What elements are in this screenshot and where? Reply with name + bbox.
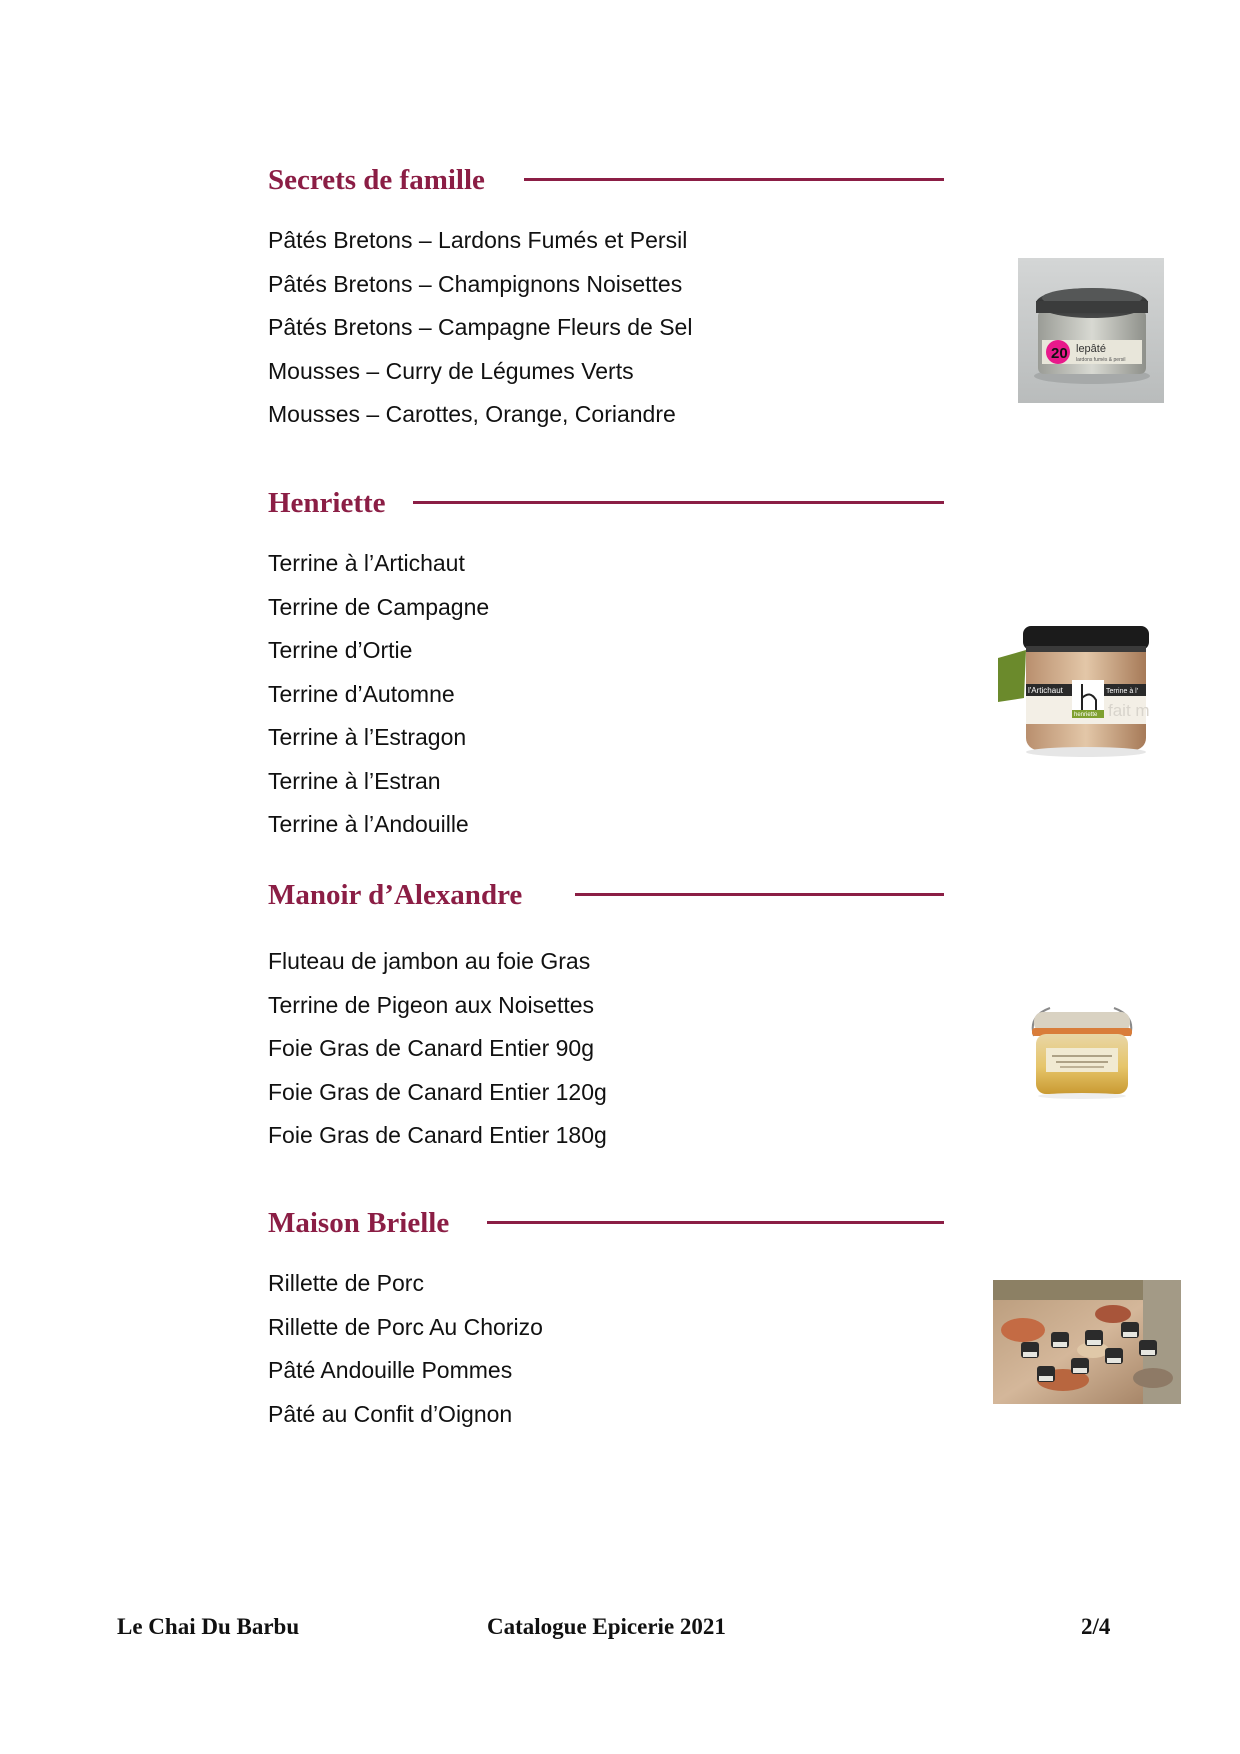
jar-label-right: Terrine à l' (1106, 688, 1139, 695)
jar-label-sub: lardons fumés & persil (1076, 357, 1126, 363)
list-item: Terrine à l’Estran (268, 767, 441, 794)
jar-label-big: fait m (1108, 701, 1150, 720)
list-item: Terrine à l’Andouille (268, 811, 469, 837)
product-list-henriette (268, 542, 489, 847)
list-item: Mousses – Carottes, Orange, Coriandre (268, 401, 676, 427)
section-rule (575, 893, 944, 896)
list-item: Terrine à l’Estragon (268, 724, 467, 750)
list-item: Rillette de Porc (268, 1270, 424, 1296)
footer-page-number: 2/4 (1081, 1614, 1111, 1639)
list-item: Pâtés Bretons – Lardons Fumés et Persil (268, 227, 688, 253)
section-rule (524, 178, 944, 181)
section-title-maison-brielle: Maison Brielle (268, 1207, 450, 1239)
list-item: Fluteau de jambon au foie Gras (268, 948, 591, 974)
footer-catalogue-title: Catalogue Epicerie 2021 (487, 1614, 726, 1639)
section-rule (487, 1221, 944, 1224)
product-image-henriette-jar (996, 620, 1156, 760)
section-title-henriette: Henriette (268, 487, 386, 519)
list-item: Terrine d’Ortie (268, 637, 413, 663)
footer-company-name: Le Chai Du Barbu (117, 1614, 300, 1639)
product-image-foie-gras-jar (1020, 996, 1144, 1102)
list-item: Mousses – Curry de Légumes Verts (268, 357, 634, 384)
list-item: Rillette de Porc Au Chorizo (268, 1313, 543, 1340)
section-title-manoir-d-alexandre: Manoir d’Alexandre (268, 879, 523, 911)
list-item: Terrine de Pigeon aux Noisettes (268, 991, 595, 1018)
product-image-brielle-jars-on-stone (993, 1280, 1181, 1404)
list-item: Terrine de Campagne (268, 593, 490, 620)
jar-label-number: 20 (1051, 345, 1068, 362)
product-list-secrets-de-famille (268, 219, 692, 437)
jar-label-brand: henriette (1074, 712, 1098, 718)
list-item: Pâté Andouille Pommes (268, 1357, 513, 1383)
product-list-manoir-d-alexandre (268, 940, 607, 1158)
product-image-lepate-jar (1018, 258, 1164, 403)
jar-label-brand: lepâté (1076, 343, 1106, 355)
list-item: Foie Gras de Canard Entier 120g (268, 1078, 607, 1105)
section-rule (413, 501, 944, 504)
list-item: Foie Gras de Canard Entier 90g (268, 1035, 595, 1061)
list-item: Terrine à l’Artichaut (268, 550, 465, 576)
list-item: Pâtés Bretons – Champignons Noisettes (268, 270, 683, 297)
list-item: Terrine d’Automne (268, 680, 455, 707)
list-item: Foie Gras de Canard Entier 180g (268, 1122, 607, 1148)
product-list-maison-brielle (268, 1262, 543, 1436)
list-item: Pâtés Bretons – Campagne Fleurs de Sel (268, 314, 693, 340)
section-title-secrets-de-famille: Secrets de famille (268, 164, 485, 196)
list-item: Pâté au Confit d’Oignon (268, 1400, 513, 1427)
jar-label-left: l'Artichaut (1028, 686, 1063, 695)
